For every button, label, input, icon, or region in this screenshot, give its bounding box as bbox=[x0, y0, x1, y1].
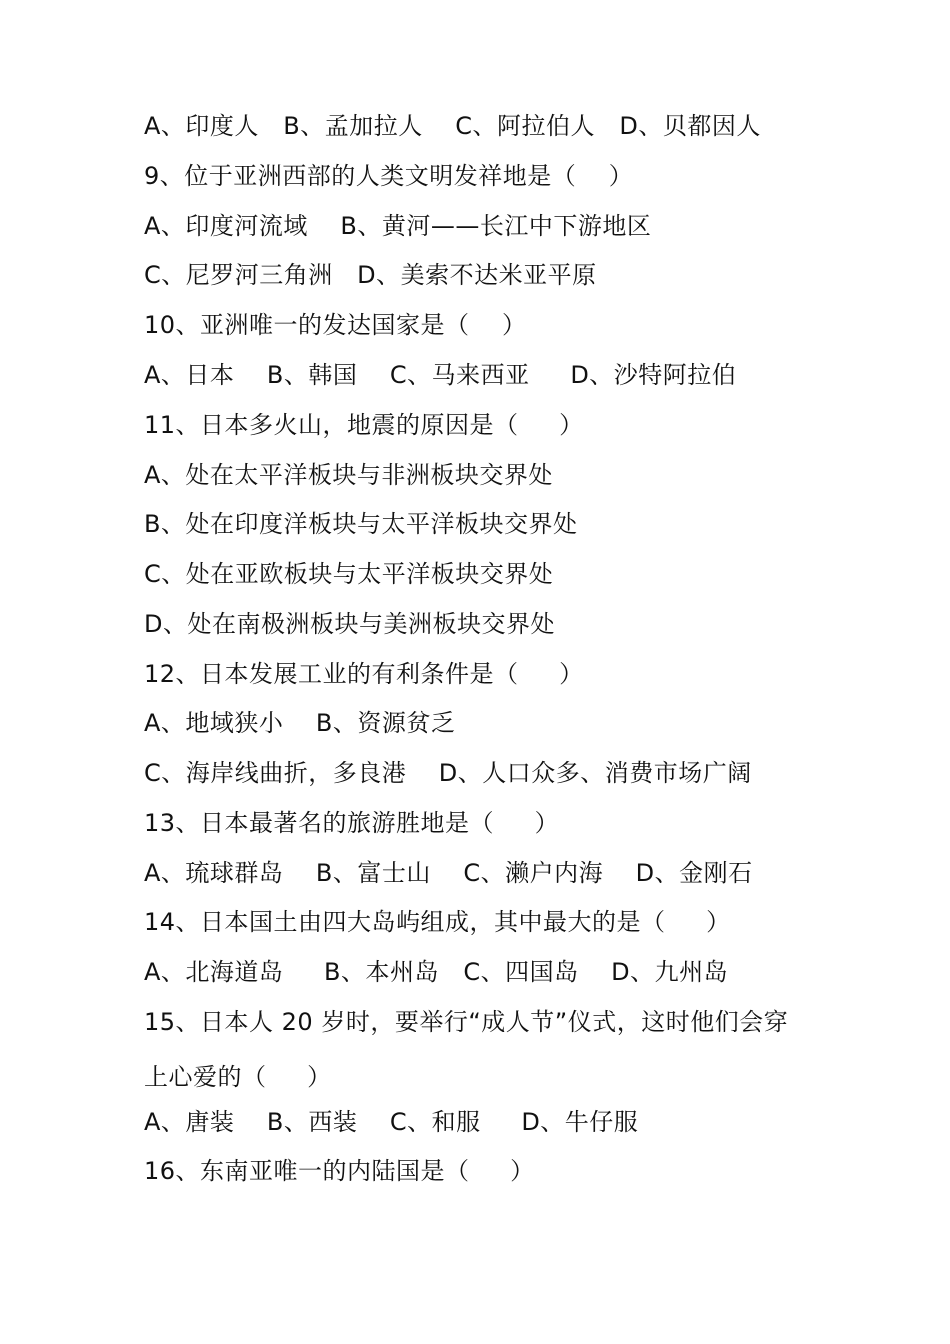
question-16-text: 16、东南亚唯一的内陆国是（ ） bbox=[144, 1157, 535, 1185]
question-11-option-c: C、处在亚欧板块与太平洋板块交界处 bbox=[144, 560, 554, 588]
question-9-text: 9、位于亚洲西部的人类文明发祥地是（ ） bbox=[144, 162, 634, 190]
question-14-text: 14、日本国土由四大岛屿组成，其中最大的是（ ） bbox=[144, 908, 731, 936]
question-12-options-ab: A、地域狭小 B、资源贫乏 bbox=[144, 709, 456, 737]
question-10-text: 10、亚洲唯一的发达国家是（ ） bbox=[144, 311, 527, 339]
question-11-text: 11、日本多火山，地震的原因是（ ） bbox=[144, 411, 584, 439]
question-12-options-cd: C、海岸线曲折，多良港 D、人口众多、消费市场广阔 bbox=[144, 759, 752, 787]
question-12-text: 12、日本发展工业的有利条件是（ ） bbox=[144, 660, 584, 688]
question-13-text: 13、日本最著名的旅游胜地是（ ） bbox=[144, 809, 560, 837]
question-11-option-d: D、处在南极洲板块与美洲板块交界处 bbox=[144, 610, 555, 638]
question-15-options: A、唐装 B、西装 C、和服 D、牛仔服 bbox=[144, 1108, 639, 1136]
question-15-text-continued: 上心爱的（ ） bbox=[144, 1063, 332, 1091]
question-11-option-b: B、处在印度洋板块与太平洋板块交界处 bbox=[144, 510, 578, 538]
question-8-options: A、印度人 B、孟加拉人 C、阿拉伯人 D、贝都因人 bbox=[144, 112, 761, 140]
question-14-options: A、北海道岛 B、本州岛 C、四国岛 D、九州岛 bbox=[144, 958, 729, 986]
question-13-options: A、琉球群岛 B、富士山 C、濑户内海 D、金刚石 bbox=[144, 859, 753, 887]
question-11-option-a: A、处在太平洋板块与非洲板块交界处 bbox=[144, 461, 553, 489]
question-10-options: A、日本 B、韩国 C、马来西亚 D、沙特阿拉伯 bbox=[144, 361, 737, 389]
question-9-options-ab: A、印度河流域 B、黄河——长江中下游地区 bbox=[144, 212, 652, 240]
question-9-options-cd: C、尼罗河三角洲 D、美索不达米亚平原 bbox=[144, 261, 597, 289]
question-15-text: 15、日本人 20 岁时，要举行“成人节”仪式，这时他们会穿 bbox=[144, 1008, 789, 1036]
